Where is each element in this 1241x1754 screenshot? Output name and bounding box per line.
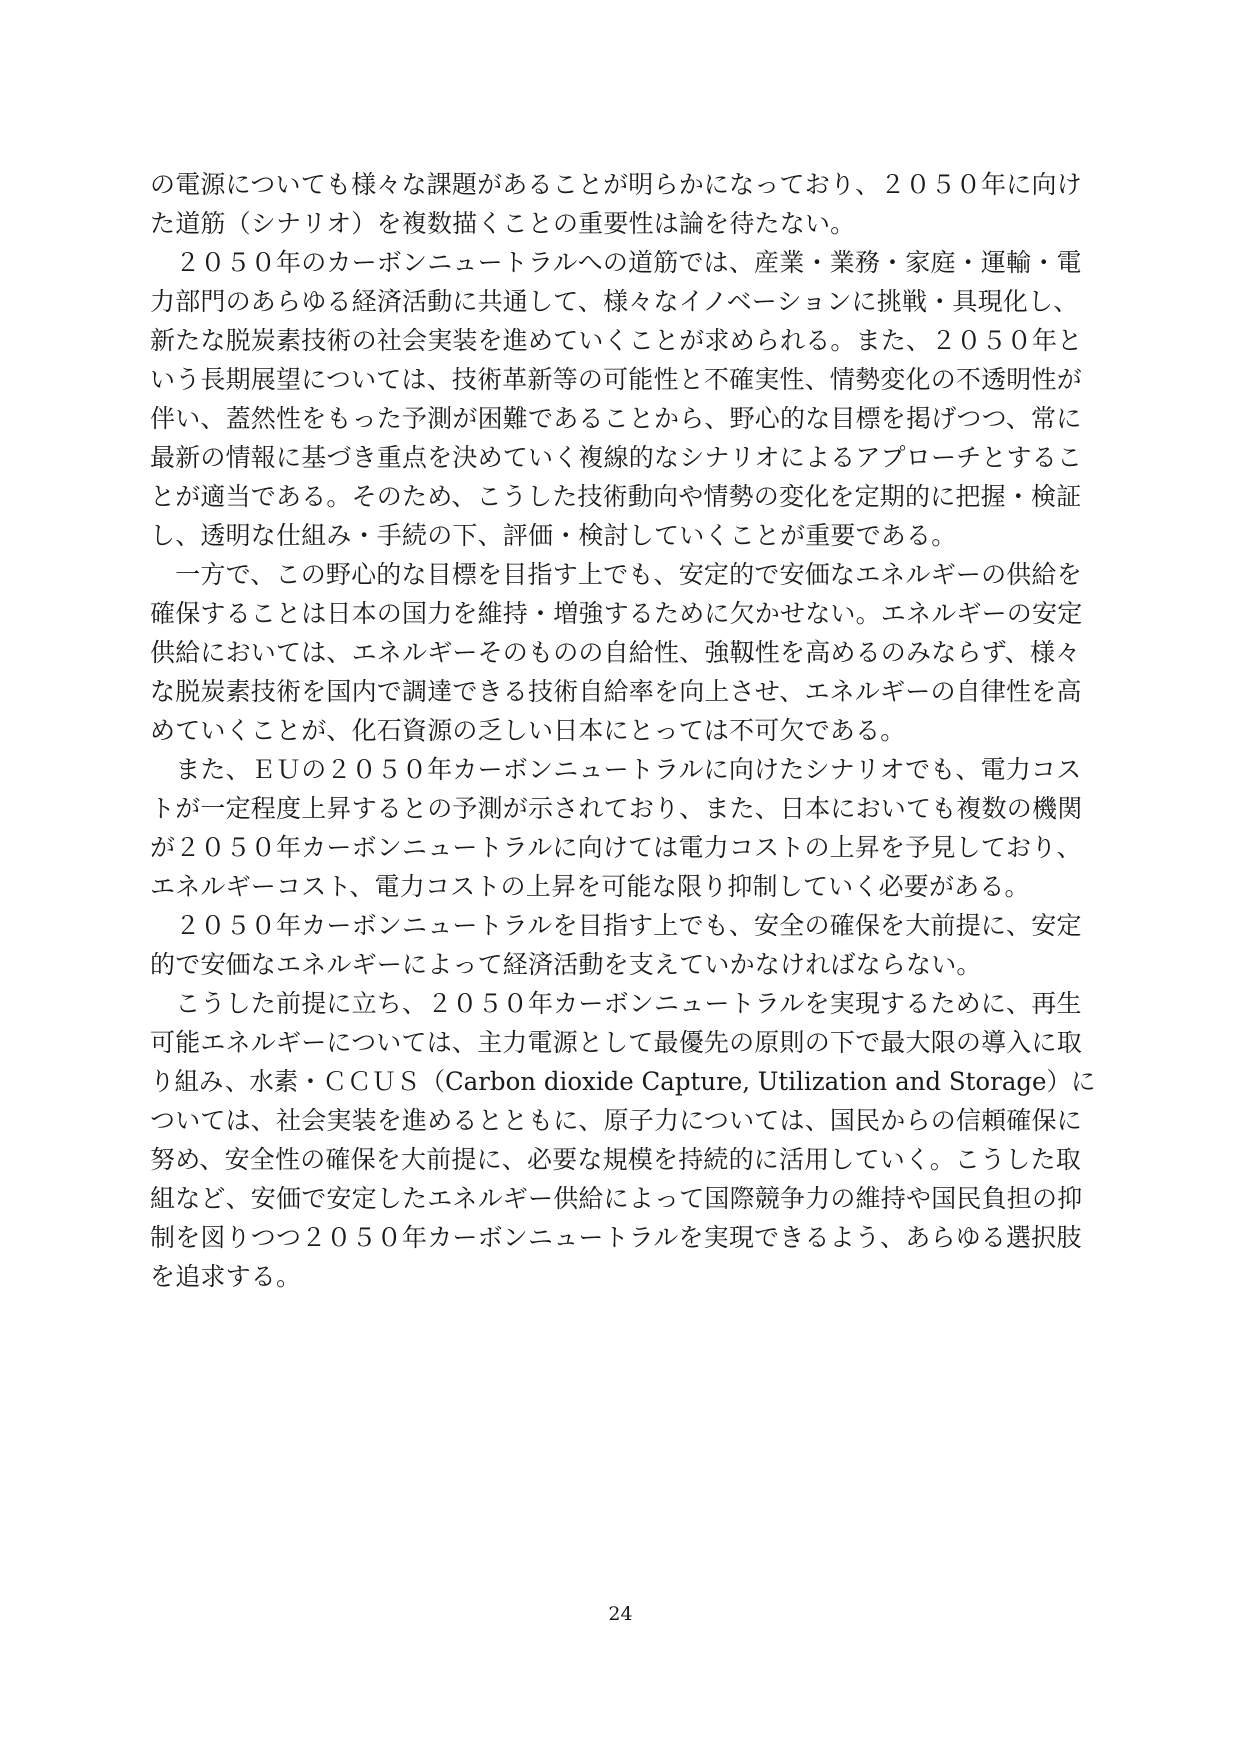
text-line: いう長期展望については、技術革新等の可能性と不確実性、情勢変化の不透明性が (150, 365, 1082, 394)
text-line: り組み、水素・ＣＣＵＳ（Carbon dioxide Capture, Utilization and Storage）に (150, 1067, 1096, 1096)
text-line: トが一定程度上昇するとの予測が示されており、また、日本においても複数の機関 (150, 794, 1083, 823)
text-line: 組など、安価で安定したエネルギー供給によって国際競争力の維持や国民負担の抑 (150, 1184, 1083, 1213)
paragraph (150, 243, 1095, 555)
text-line: が２０５０年カーボンニュートラルに向けては電力コストの上昇を予見しており、 (150, 833, 1082, 862)
text-line: な脱炭素技術を国内で調達できる技術自給率を向上させ、エネルギーの自律性を高 (150, 677, 1082, 706)
text-line: こうした前提に立ち、２０５０年カーボンニュートラルを実現するために、再生 (150, 989, 1082, 1018)
text-line: ついては、社会実装を進めるとともに、原子力については、国民からの信頼確保に (150, 1106, 1082, 1135)
text-line: 一方で、この野心的な目標を目指す上でも、安定的で安価なエネルギーの供給を (150, 560, 1082, 589)
text-line: ２０５０年のカーボンニュートラルへの道筋では、産業・業務・家庭・運輸・電 (150, 248, 1082, 277)
text-line: 制を図りつつ２０５０年カーボンニュートラルを実現できるよう、あらゆる選択肢 (150, 1223, 1082, 1252)
paragraph (150, 555, 1095, 750)
text-line: し、透明な仕組み・手続の下、評価・検討していくことが重要である。 (150, 521, 957, 550)
paragraph (150, 750, 1095, 906)
text-line: 力部門のあらゆる経済活動に共通して、様々なイノベーションに挑戦・具現化し、 (150, 287, 1079, 316)
text-line: 的で安価なエネルギーによって経済活動を支えていかなければならない。 (150, 950, 982, 979)
text-line: た道筋（シナリオ）を複数描くことの重要性は論を待たない。 (150, 209, 856, 238)
text-line: を追求する。 (150, 1262, 302, 1291)
text-line: 努め、安全性の確保を大前提に、必要な規模を持続的に活用していく。こうした取 (150, 1145, 1081, 1174)
page-number: 24 (608, 1603, 633, 1625)
paragraph (150, 984, 1095, 1296)
text-line: また、ＥＵの２０５０年カーボンニュートラルに向けたシナリオでも、電力コス (150, 755, 1082, 784)
text-line: 供給においては、エネルギーそのものの自給性、強靱性を高めるのみならず、様々 (150, 638, 1081, 667)
paragraph (150, 165, 1095, 243)
text-line: 確保することは日本の国力を維持・増強するために欠かせない。エネルギーの安定 (150, 599, 1083, 628)
document-body (150, 165, 1095, 1296)
text-line: 最新の情報に基づき重点を決めていく複線的なシナリオによるアプローチとするこ (150, 443, 1083, 472)
text-line: 可能エネルギーについては、主力電源として最優先の原則の下で最大限の導入に取 (150, 1028, 1082, 1057)
text-line: の電源についても様々な課題があることが明らかになっており、２０５０年に向け (150, 170, 1082, 199)
text-line: ２０５０年カーボンニュートラルを目指す上でも、安全の確保を大前提に、安定 (150, 911, 1082, 940)
text-line: 新たな脱炭素技術の社会実装を進めていくことが求められる。また、２０５０年と (150, 326, 1083, 355)
text-line: めていくことが、化石資源の乏しい日本にとっては不可欠である。 (150, 716, 906, 745)
paragraph (150, 906, 1095, 984)
text-line: エネルギーコスト、電力コストの上昇を可能な限り抑制していく必要がある。 (150, 872, 1030, 901)
text-line: とが適当である。そのため、こうした技術動向や情勢の変化を定期的に把握・検証 (150, 482, 1082, 511)
text-line: 伴い、蓋然性をもった予測が困難であることから、野心的な目標を掲げつつ、常に (150, 404, 1082, 433)
